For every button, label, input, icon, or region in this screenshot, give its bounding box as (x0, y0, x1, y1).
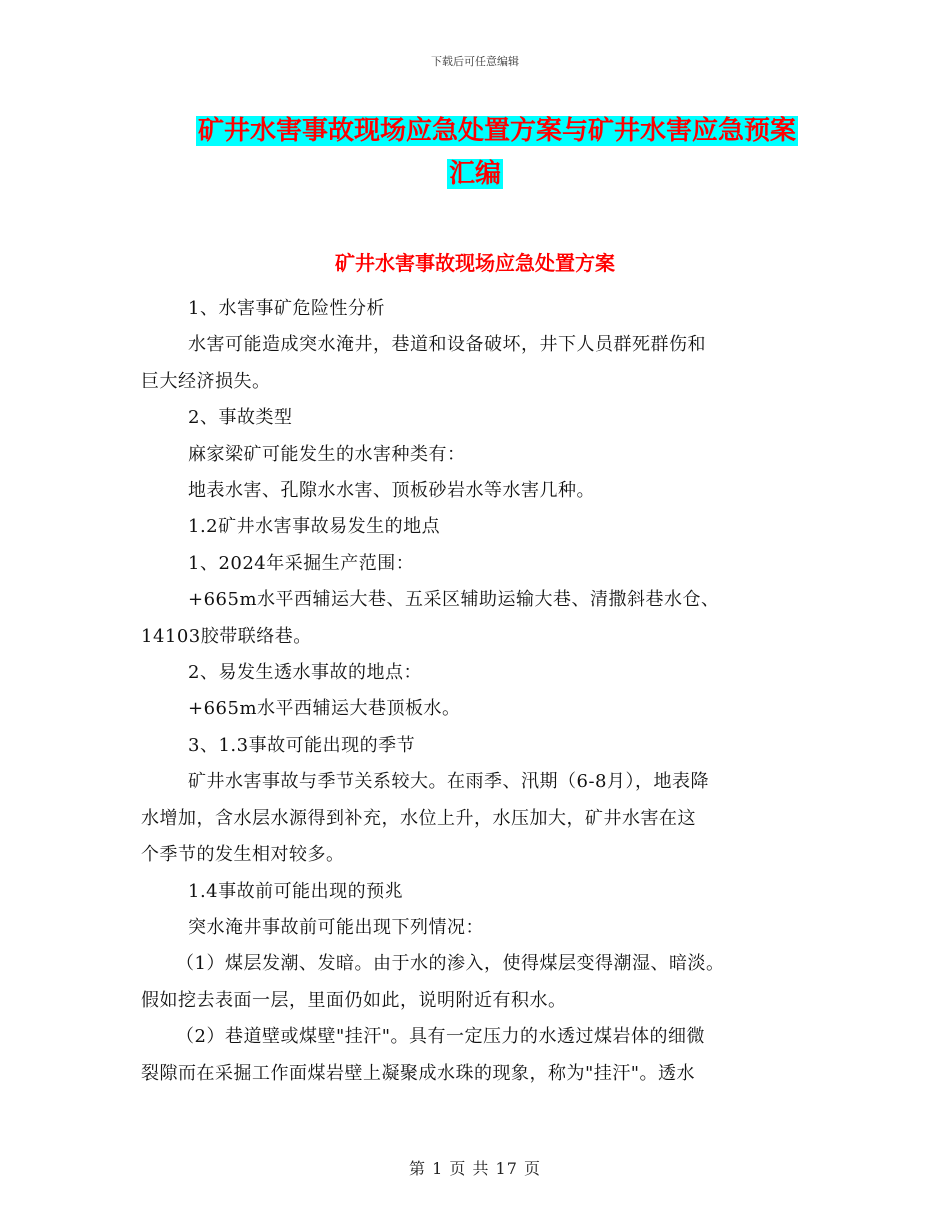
body-line: 1、2024年采掘生产范围： (188, 552, 415, 574)
document-title-text-1: 矿井水害事故现场应急处置方案与矿井水害应急预案 (197, 116, 796, 146)
header-note: 下载后可任意编辑 (431, 55, 519, 68)
page-footer: 第 1 页 共 17 页 (409, 1159, 541, 1178)
body-line: 地表水害、孔隙水水害、顶板砂岩水等水害几种。 (188, 480, 595, 502)
body-line: （2）巷道壁或煤壁"挂汗"。具有一定压力的水透过煤岩体的细微 (176, 1026, 706, 1048)
body-line: 2、易发生透水事故的地点： (188, 662, 422, 684)
body-line: 14103胶带联络巷。 (141, 625, 312, 647)
body-line: 2、事故类型 (188, 407, 293, 429)
body-line: +665m水平西辅运大巷、五采区辅助运输大巷、清撒斜巷水仓、 (188, 589, 720, 611)
body-line: 假如挖去表面一层，里面仍如此，说明附近有积水。 (141, 989, 567, 1011)
body-line: 巨大经济损失。 (141, 370, 271, 392)
body-line: +665m水平西辅运大巷顶板水。 (188, 698, 461, 720)
body-line: 麻家梁矿可能发生的水害种类有： (188, 443, 466, 465)
document-title-text-2: 汇编 (448, 159, 501, 189)
document-body (141, 291, 821, 1092)
section-title: 矿井水害事故现场应急处置方案 (335, 251, 615, 275)
body-line: 1.2矿井水害事故易发生的地点 (188, 516, 441, 538)
body-line: 1.4事故前可能出现的预兆 (188, 880, 404, 902)
body-line: 水害可能造成突水淹井，巷道和设备破坏，井下人员群死群伤和 (188, 334, 706, 356)
body-line: 3、1.3事故可能出现的季节 (188, 734, 416, 756)
document-title-line-1 (22, 113, 950, 149)
body-line: 水增加，含水层水源得到补充，水位上升，水压加大，矿井水害在这 (141, 807, 696, 829)
body-line: 矿井水害事故与季节关系较大。在雨季、汛期（6-8月），地表降 (188, 771, 709, 793)
body-line: 个季节的发生相对较多。 (141, 844, 345, 866)
body-line: 1、水害事矿危险性分析 (188, 298, 385, 319)
body-line: 突水淹井事故前可能出现下列情况： (188, 916, 484, 938)
body-line: （1）煤层发潮、发暗。由于水的渗入，使得煤层变得潮湿、暗淡。 (176, 953, 725, 975)
body-line: 裂隙而在采掘工作面煤岩壁上凝聚成水珠的现象，称为"挂汗"。透水 (141, 1062, 696, 1084)
document-title-line-2 (0, 156, 950, 192)
